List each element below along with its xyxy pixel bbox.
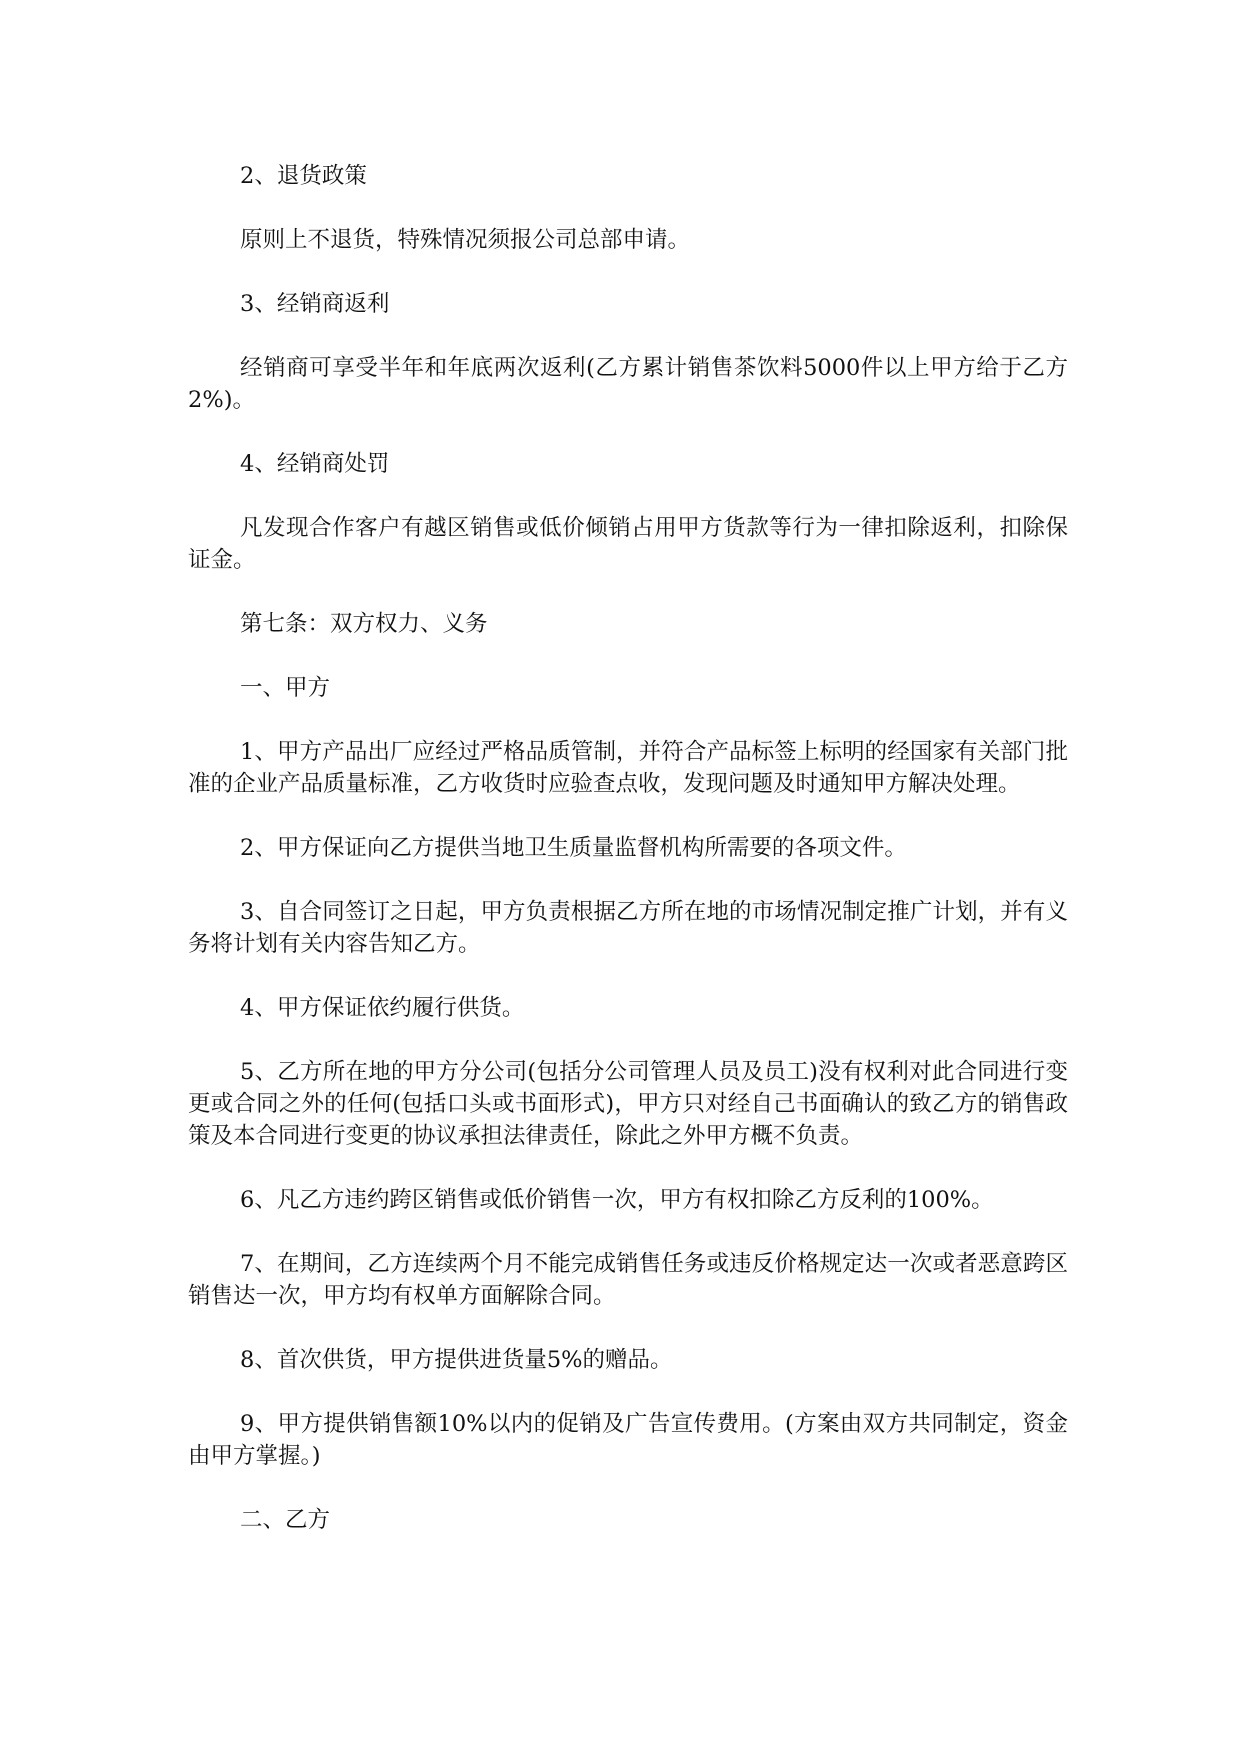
heading-dealer-penalty: 4、经销商处罚 — [240, 451, 390, 477]
party-a-item-7: 7、在期间，乙方连续两个月不能完成销售任务或违反价格规定达一次或者恶意跨区销售达一次，甲方均有权单方面解除合同。 — [188, 1251, 1068, 1309]
article-seven-title: 第七条：双方权力、义务 — [240, 611, 488, 637]
party-a-item-6: 6、凡乙方违约跨区销售或低价销售一次，甲方有权扣除乙方反利的100%。 — [240, 1187, 994, 1213]
party-a-item-9: 9、甲方提供销售额10%以内的促销及广告宣传费用。(方案由双方共同制定，资金由甲方掌握。) — [188, 1411, 1068, 1469]
paragraph-dealer-penalty: 凡发现合作客户有越区销售或低价倾销占用甲方货款等行为一律扣除返利，扣除保证金。 — [188, 515, 1068, 573]
heading-dealer-rebate: 3、经销商返利 — [240, 291, 390, 317]
document-body — [188, 160, 1068, 1568]
party-a-item-3: 3、自合同签订之日起，甲方负责根据乙方所在地的市场情况制定推广计划，并有义务将计划有关内容告知乙方。 — [188, 899, 1068, 957]
heading-return-policy: 2、退货政策 — [240, 163, 367, 189]
party-a-item-1: 1、甲方产品出厂应经过严格品质管制，并符合产品标签上标明的经国家有关部门批准的企业产品质量标准，乙方收货时应验查点收，发现问题及时通知甲方解决处理。 — [188, 739, 1068, 797]
party-a-item-2: 2、甲方保证向乙方提供当地卫生质量监督机构所需要的各项文件。 — [240, 835, 907, 861]
section-party-a: 一、甲方 — [240, 675, 331, 701]
section-party-b: 二、乙方 — [240, 1507, 331, 1533]
paragraph-dealer-rebate: 经销商可享受半年和年底两次返利(乙方累计销售茶饮料5000件以上甲方给于乙方2%)。 — [188, 355, 1068, 413]
party-a-item-5: 5、乙方所在地的甲方分公司(包括分公司管理人员及员工)没有权利对此合同进行变更或合同之外的任何(包括口头或书面形式)，甲方只对经自己书面确认的致乙方的销售政策及本合同进行变更的协议承担法律责任，除此之外甲方概不负责。 — [188, 1059, 1068, 1149]
party-a-item-8: 8、首次供货，甲方提供进货量5%的赠品。 — [240, 1347, 673, 1373]
party-a-item-4: 4、甲方保证依约履行供货。 — [240, 995, 525, 1021]
paragraph-return-policy: 原则上不退货，特殊情况须报公司总部申请。 — [240, 227, 691, 253]
